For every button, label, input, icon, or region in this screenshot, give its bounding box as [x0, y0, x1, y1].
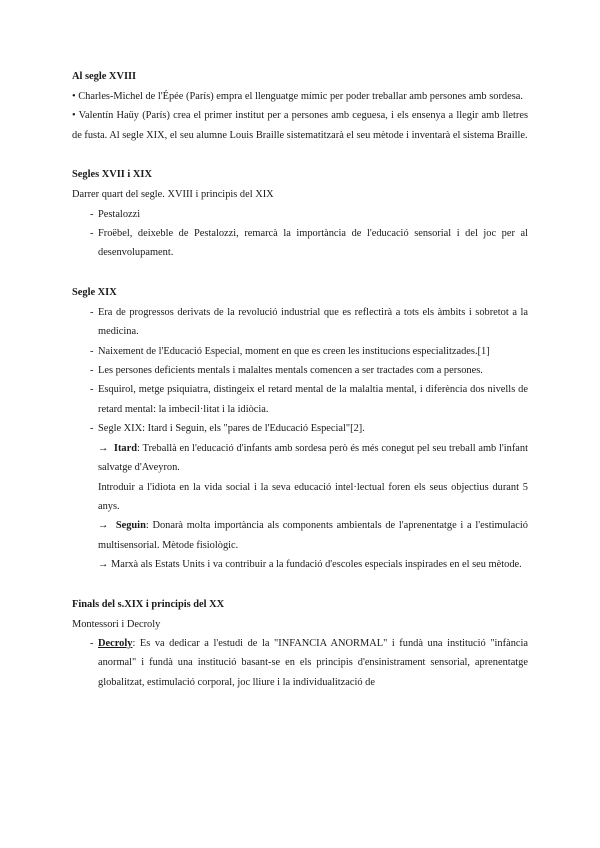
paragraph-hauy: • Valentín Haüy (París) crea el primer institut per a persones amb ceguesa, i els ensenya a llegir amb lletres de fusta. Al segle XIX, el seu alumne Louis Braille sistematitzarà el seu mètode i inventarà el sistema Braille.	[72, 110, 528, 141]
list-item	[72, 634, 528, 692]
list-item-text: Era de progressos derivats de la revolució industrial que es reflectirà a tots els àmbits i sobretot a la medicina.	[98, 306, 528, 338]
section-title-segle-xix: Segle XIX	[72, 286, 117, 298]
section-title-segle-xviii: Al segle XVIII	[72, 71, 137, 82]
seguin-paragraph-2: → Marxà als Estats Units i va contribuir a la fundació d'escoles especials inspirades en el seu mètode.	[98, 559, 522, 571]
dash-bullet: -	[90, 637, 94, 649]
list-item-text: Esquirol, metge psiquiatra, distingeix el retard mental de la malaltia mental, i diferència dos nivells de retard mental: la imbecil·litat i la idiòcia.	[98, 384, 528, 415]
spacer	[72, 575, 528, 594]
itard-paragraph-2: Introduir a l'idiota en la vida social i la seva educació intel·lectual foren els seus objectius durant 5 anys.	[98, 481, 528, 512]
list-item	[72, 224, 528, 263]
section-title-finals-xix: Finals del s.XIX i principis del XX	[72, 598, 225, 610]
arrow-icon: →	[98, 442, 109, 454]
list-item-text: Froëbel, deixeble de Pestalozzi, remarcà la importància de l'educació sensorial i del joc per al desenvolupament.	[98, 228, 528, 259]
itard-name: Itard	[113, 442, 138, 454]
list-item	[72, 303, 528, 342]
arrow-icon: →	[98, 520, 109, 532]
seguin-name: Seguin	[115, 520, 146, 532]
list-item	[72, 205, 528, 224]
paragraph-epee: • Charles-Michel de l'Épée (París) empra el llenguatge mímic per poder treballar amb persones amb sordesa.	[72, 91, 523, 102]
itard-paragraph	[72, 439, 528, 478]
dash-bullet: -	[90, 208, 94, 220]
seguin-text: : Donarà molta importància als components ambientals de l'aprenentatge i a l'estimulació multisensorial. Mètode fisiològic.	[98, 520, 528, 551]
section-title-segles-xvii-xix: Segles XVII i XIX	[72, 169, 152, 181]
spacer	[72, 145, 528, 164]
list-item	[72, 361, 528, 380]
dash-bullet: -	[90, 306, 94, 318]
section-intro: Montessori i Decroly	[72, 618, 161, 630]
list-item-text: Segle XIX: Itard i Seguin, els "pares de l'Educació Especial"[2].	[98, 423, 365, 435]
section-intro: Darrer quart del segle. XVIII i principis del XIX	[72, 189, 274, 201]
dash-bullet: -	[90, 345, 94, 357]
itard-text: : Treballà en l'educació d'infants amb sordesa però és més conegut pel seu treball amb l'infant salvatge d'Aveyron.	[98, 442, 528, 474]
seguin-paragraph	[72, 516, 528, 555]
decroly-text: : Es va dedicar a l'estudi de la "INFANCIA ANORMAL" i fundà una institució "infància anormal" i fundà una institució basant-se en els principis d'ensinistrament sensorial, aprenentatge globalitzat, estimulació corporal, joc lliure i la individualització de	[98, 637, 528, 688]
list-item	[72, 380, 528, 419]
dash-bullet: -	[90, 423, 94, 435]
spacer	[72, 263, 528, 282]
dash-bullet: -	[90, 228, 94, 240]
list-item	[72, 342, 528, 361]
document-page	[72, 66, 528, 692]
list-item	[72, 419, 528, 438]
list-item-text: Naixement de l'Educació Especial, moment en que es creen les institucions especialitzades.[1]	[98, 345, 490, 357]
dash-bullet: -	[90, 384, 94, 396]
list-item-text: Les persones deficients mentals i malaltes mentals comencen a ser tractades com a persones.	[98, 365, 483, 377]
dash-bullet: -	[90, 365, 94, 377]
list-item-text: Pestalozzi	[98, 208, 141, 220]
decroly-name: Decroly	[98, 637, 133, 649]
